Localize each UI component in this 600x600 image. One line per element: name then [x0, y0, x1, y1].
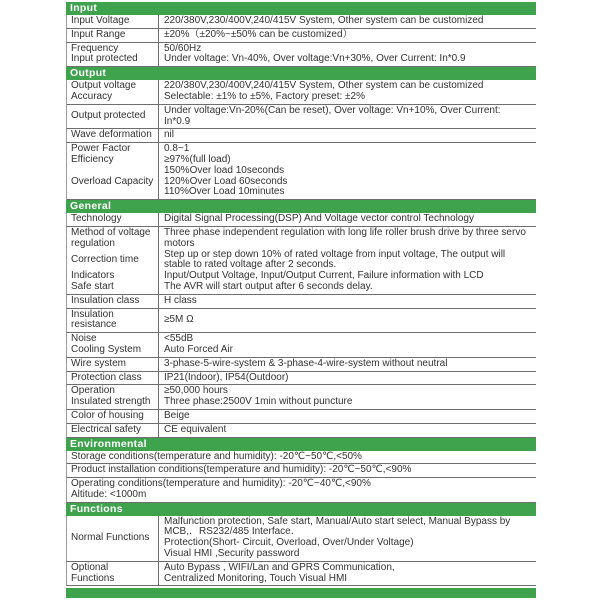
row-label: Insulation class	[71, 294, 140, 306]
spec-row-general-block	[66, 227, 536, 295]
row-label: Safe start	[71, 280, 114, 292]
row-value: IP21(Indoor), IP54(Outdoor)	[158, 372, 536, 385]
row-label	[67, 227, 158, 250]
row-label: Output voltage	[71, 80, 137, 92]
row-label: Input Range	[71, 28, 126, 40]
row-value: Product installation conditions(temperature and humidity): -20℃~50℃,<90%	[71, 464, 412, 476]
sub-row	[67, 345, 536, 357]
spec-row-electrical-safety	[66, 424, 536, 438]
spec-row-input-voltage	[66, 15, 536, 29]
spec-row-protection-class	[66, 372, 536, 386]
spec-row-output-protected	[66, 105, 536, 130]
row-value: Auto Bypass , WIFI/Lan and GPRS Communication,	[158, 562, 536, 574]
row-value: H class	[158, 295, 536, 308]
row-label: Overload Capacity	[71, 175, 154, 187]
row-label: Correction time	[71, 253, 139, 265]
row-value: ≥5M Ω	[158, 309, 536, 333]
row-value: 220/380V,230/400V,240/415V System, Other system can be customized	[158, 15, 536, 28]
spec-row-storage-conditions	[66, 451, 536, 465]
row-value: ≥97%(full load)	[158, 155, 536, 166]
value-line: Malfunction protection, Safe start, Manual/Auto start select, Manual Bypass by	[164, 515, 511, 527]
row-value: Beige	[158, 410, 536, 423]
row-value: The AVR will start output after 6 seconds delay.	[158, 282, 536, 294]
spec-row-output-voltage-accuracy	[66, 80, 536, 105]
value-line: Three phase independent regulation with long life roller brush drive by three servo	[164, 226, 526, 238]
value-line: Operating conditions(temperature and humidity): -20℃~40℃,<90%	[71, 478, 371, 490]
section-header-general: General	[66, 200, 536, 213]
row-value	[158, 166, 536, 199]
row-label: Technology	[71, 213, 122, 225]
spec-row-installation-conditions	[66, 464, 536, 478]
row-label: Noise	[71, 333, 97, 345]
spec-row-insulation-resistance	[66, 309, 536, 334]
spec-row-color-of-housing	[66, 410, 536, 424]
value-line: Visual HMI ,Security password	[164, 548, 300, 560]
spec-row-normal-functions	[66, 516, 536, 562]
specification-table	[66, 2, 536, 598]
row-label: Cooling System	[71, 343, 142, 355]
label-line: regulation	[71, 237, 115, 249]
section-header-input: Input	[66, 2, 536, 15]
spec-row-wave-deformation	[66, 129, 536, 143]
spec-row-operating-conditions	[66, 478, 536, 503]
section-header-output: Output	[66, 67, 536, 80]
row-label: Insulated strength	[71, 396, 151, 408]
row-value: Digital Signal Processing(DSP) And Voltage vector control Technology	[158, 213, 536, 226]
value-line: 110%Over Load 10minutes	[164, 186, 285, 198]
section-header-environmental: Environmental	[66, 438, 536, 451]
row-value	[158, 516, 536, 561]
sub-row	[67, 562, 536, 574]
row-value	[158, 227, 536, 250]
sub-row	[67, 92, 536, 104]
bottom-accent-bar	[66, 588, 536, 598]
row-value: Centralized Monitoring, Touch Visual HMI	[158, 574, 536, 586]
spec-row-optional-functions	[66, 562, 536, 587]
value-line: Altitude: <1000m	[71, 488, 147, 500]
row-label: Power Factor	[71, 143, 131, 155]
row-label: Input protected	[71, 53, 138, 65]
section-header-functions: Functions	[66, 503, 536, 516]
row-value: 220/380V,230/400V,240/415V System, Other system can be customized	[158, 80, 536, 92]
row-label: Optional	[71, 561, 109, 573]
sub-row	[67, 54, 536, 66]
row-label: Functions	[71, 572, 115, 584]
label-line: Insulation	[71, 308, 114, 320]
row-label: Frequency	[71, 42, 119, 54]
spec-row-operation-insulated	[66, 385, 536, 410]
row-label: Operation	[71, 385, 115, 397]
row-value	[67, 478, 536, 502]
row-label: Wire system	[71, 357, 126, 369]
spec-row-input-range	[66, 29, 536, 43]
row-value: Three phase:2500V 1min without puncture	[158, 397, 536, 409]
sub-row	[67, 397, 536, 409]
row-label: Efficiency	[71, 153, 114, 165]
row-value: 50/60Hz	[158, 43, 536, 55]
value-line: stable to rated voltage after 2 seconds.	[164, 259, 337, 271]
row-value: 3-phase-5-wire-system & 3-phase-4-wire-system without neutral	[158, 358, 536, 371]
value-line: Step up or step down 10% of rated voltage from input voltage, The output will	[164, 248, 506, 260]
spec-row-insulation-class	[66, 295, 536, 309]
row-label: Indicators	[71, 270, 115, 282]
value-line: 150%Over load 10seconds	[164, 164, 285, 176]
row-label: Accuracy	[71, 90, 113, 102]
row-label: Output protected	[71, 110, 146, 122]
row-label: Protection class	[71, 371, 142, 383]
sub-row	[67, 227, 536, 250]
spec-row-frequency-protected	[66, 43, 536, 68]
row-value	[158, 105, 536, 129]
sub-row	[67, 166, 536, 199]
label-line: resistance	[71, 319, 117, 331]
row-value: ±20%（±20%~±50% can be customized）	[158, 29, 536, 42]
spec-row-noise-cooling	[66, 333, 536, 358]
row-value: <55dB	[158, 333, 536, 345]
row-value: CE equivalent	[158, 424, 536, 437]
row-value: Selectable: ±1% to ±5%, Factory preset: ±2%	[158, 92, 536, 104]
spec-row-technology	[66, 213, 536, 227]
row-value: Input/Output Voltage, Input/Output Current, Failure information with LCD	[158, 271, 536, 282]
sub-row	[67, 250, 536, 272]
value-line: MCB,．RS232/485 Interface．	[164, 526, 301, 538]
row-value: Storage conditions(temperature and humidity): -20℃~50℃,<50%	[71, 450, 362, 462]
sub-row	[67, 155, 536, 166]
value-line: In*0.9	[164, 115, 191, 127]
sub-row	[67, 143, 536, 155]
row-value: ≥50,000 hours	[158, 385, 536, 397]
sub-row	[67, 282, 536, 294]
row-value: 0.8~1	[158, 143, 536, 155]
value-line: 120%Over Load 60seconds	[164, 175, 288, 187]
row-value: nil	[158, 129, 536, 142]
row-value: Under voltage: Vn-40%, Over voltage:Vn+30%, Over Current: In*0.9	[158, 54, 536, 66]
row-label: Wave deformation	[71, 129, 152, 141]
sub-row	[67, 574, 536, 586]
row-label: Normal Functions	[71, 531, 150, 543]
row-label: Color of housing	[71, 409, 144, 421]
row-label	[67, 309, 158, 333]
row-value: Auto Forced Air	[158, 345, 536, 357]
label-line: Method of voltage	[71, 226, 151, 238]
spec-row-wire-system	[66, 358, 536, 372]
row-label: Input Voltage	[71, 15, 130, 26]
value-line: Protection(Short- Circuit, Overload, Over/Under Voltage)	[164, 537, 414, 549]
value-line: motors	[164, 237, 195, 249]
row-value	[158, 250, 536, 272]
value-line: Under voltage:Vn-20%(Can be reset), Over voltage: Vn+10%, Over Current:	[164, 104, 501, 116]
spec-row-powerfactor-efficiency-overload	[66, 143, 536, 200]
row-label: Electrical safety	[71, 423, 142, 435]
